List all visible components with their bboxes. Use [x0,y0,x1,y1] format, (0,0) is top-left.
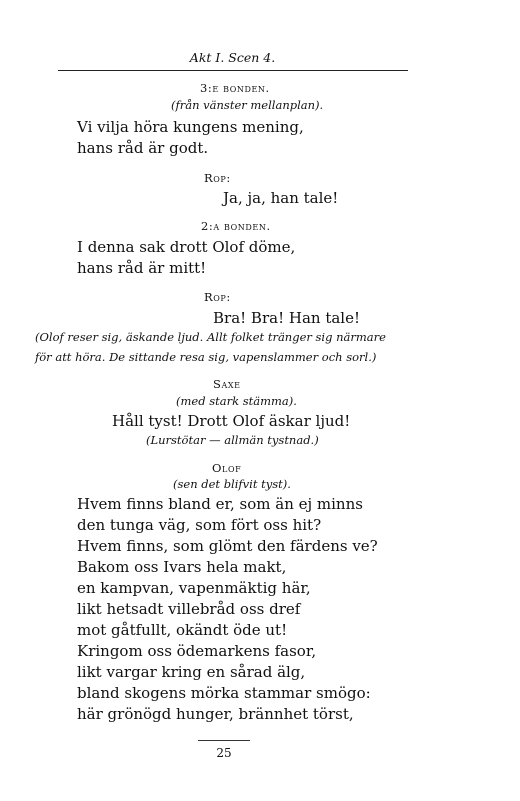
speaker-name: Rop: [204,171,231,185]
stage-direction: (Lurstötar — allmän tystnad.) [146,433,319,447]
verse-line: Kringom oss ödemarkens fasor, [77,642,317,660]
verse-line: likt hetsadt villebråd oss dref [77,600,301,618]
verse-line: Bra! Bra! Han tale! [213,309,360,327]
verse-line: Ja, ja, han tale! [223,189,339,207]
verse-line: Vi vilja höra kungens mening, [77,118,304,136]
verse-line: Hvem finns bland er, som än ej minns [77,495,363,513]
speaker-name: Rop: [204,290,231,304]
verse-line: hans råd är godt. [77,139,209,157]
speaker-name: 3:e bonden. [200,81,270,95]
stage-direction: (Olof reser sig, äskande ljud. Allt folket tränger sig närmare [35,330,386,344]
stage-direction: (från vänster mellanplan). [171,98,324,112]
stage-direction: (med stark stämma). [176,394,297,408]
running-header: Akt I. Scen 4. [189,50,276,65]
verse-line: Hvem finns, som glömt den färdens ve? [77,537,378,555]
stage-direction: för att höra. De sittande resa sig, vapenslammer och sorl.) [35,350,377,364]
stage-direction: (sen det blifvit tyst). [173,477,291,491]
verse-line: hans råd är mitt! [77,259,207,277]
verse-line: den tunga väg, som fört oss hit? [77,516,322,534]
verse-line: likt vargar kring en sårad älg, [77,663,306,681]
verse-line: Håll tyst! Drott Olof äskar ljud! [112,412,351,430]
footer-rule [198,740,250,741]
verse-line: en kampvan, vapenmäktig här, [77,579,311,597]
speaker-name: Olof [212,461,242,475]
speaker-name: Saxe [213,377,241,391]
page-number: 25 [216,746,232,760]
verse-line: här grönögd hunger, brännhet törst, [77,705,354,723]
speaker-name: 2:a bonden. [201,219,271,233]
verse-line: I denna sak drott Olof döme, [77,238,296,256]
verse-line: mot gåtfullt, okändt öde ut! [77,621,288,639]
verse-line: Bakom oss Ivars hela makt, [77,558,287,576]
verse-line: bland skogens mörka stammar smögo: [77,684,371,702]
header-rule [58,70,408,71]
